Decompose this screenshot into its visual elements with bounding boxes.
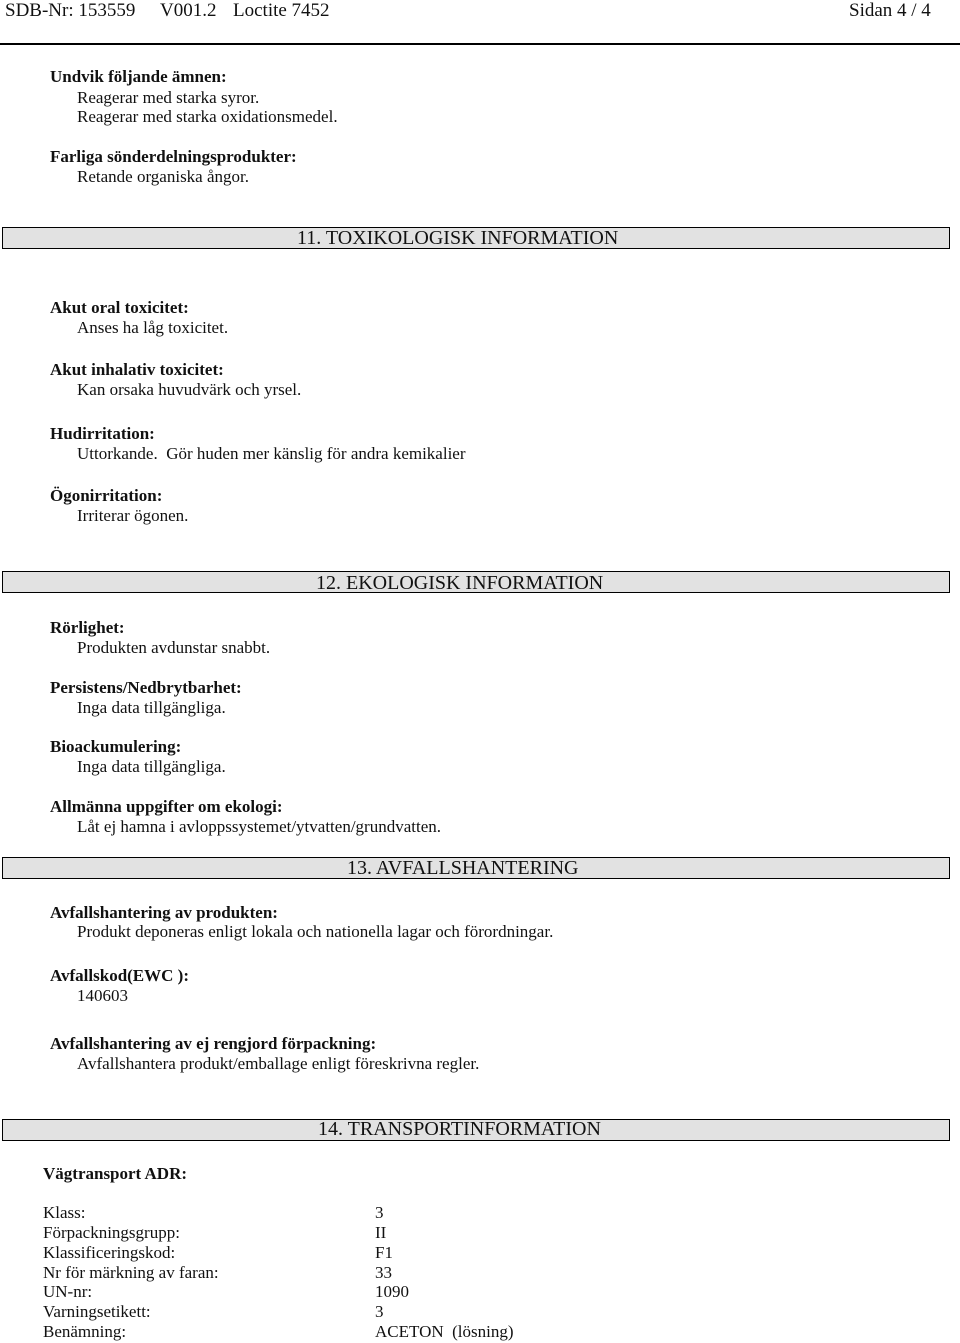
waste-product-label: Avfallshantering av produkten:: [50, 903, 278, 922]
waste-code-value: 140603: [77, 986, 128, 1005]
waste-packaging-label: Avfallshantering av ej rengjord förpackning:: [50, 1034, 377, 1053]
oral-tox-label: Akut oral toxicitet:: [50, 298, 189, 317]
decomp-value: Retande organiska ångor.: [77, 167, 250, 186]
header-rule: [0, 43, 960, 45]
transport-value-un-number: 1090: [375, 1282, 409, 1301]
mobility-label: Rörlighet:: [50, 618, 125, 637]
transport-key-packing-group: Förpackningsgrupp:: [43, 1223, 180, 1242]
skin-irr-label: Hudirritation:: [50, 424, 155, 443]
mobility-value: Produkten avdunstar snabbt.: [77, 638, 271, 657]
transport-value-packing-group: II: [375, 1223, 387, 1242]
page-number: Sidan 4 / 4: [849, 0, 931, 21]
transport-key-warning-label: Varningsetikett:: [43, 1302, 151, 1321]
oral-tox-value: Anses ha låg toxicitet.: [77, 318, 229, 337]
transport-key-class: Klass:: [43, 1203, 86, 1222]
persistence-label: Persistens/Nedbrytbarhet:: [50, 678, 242, 697]
doc-version: V001.2: [160, 0, 217, 21]
skin-irr-value: Uttorkande. Gör huden mer känslig för andra kemikalier: [77, 444, 466, 463]
bioaccum-label: Bioackumulering:: [50, 737, 182, 756]
eco-general-label: Allmänna uppgifter om ekologi:: [50, 797, 283, 816]
transport-key-hazard-number: Nr för märkning av faran:: [43, 1263, 219, 1282]
transport-key-un-number: UN-nr:: [43, 1282, 93, 1301]
avoid-line-1: Reagerar med starka syror.: [77, 88, 260, 107]
transport-value-warning-label: 3: [375, 1302, 384, 1321]
doc-number: SDB-Nr: 153559: [5, 0, 136, 21]
transport-value-class-code: F1: [375, 1243, 393, 1262]
transport-key-class-code: Klassificeringskod:: [43, 1243, 176, 1262]
eye-irr-value: Irriterar ögonen.: [77, 506, 189, 525]
waste-code-label: Avfallskod(EWC ):: [50, 966, 189, 985]
section-13-title: 13. AVFALLSHANTERING: [347, 857, 579, 879]
eco-general-value: Låt ej hamna i avloppssystemet/ytvatten/grundvatten.: [77, 817, 441, 836]
transport-value-designation: ACETON (lösning): [375, 1322, 514, 1341]
transport-value-hazard-number: 33: [375, 1263, 392, 1282]
transport-value-class: 3: [375, 1203, 384, 1222]
waste-product-value: Produkt deponeras enligt lokala och nationella lagar och förordningar.: [77, 922, 554, 941]
inhal-tox-label: Akut inhalativ toxicitet:: [50, 360, 224, 379]
waste-packaging-value: Avfallshantera produkt/emballage enligt föreskrivna regler.: [77, 1054, 480, 1073]
bioaccum-value: Inga data tillgängliga.: [77, 757, 226, 776]
decomp-label: Farliga sönderdelningsprodukter:: [50, 147, 297, 166]
persistence-value: Inga data tillgängliga.: [77, 698, 226, 717]
avoid-label: Undvik följande ämnen:: [50, 67, 227, 86]
section-14-title: 14. TRANSPORTINFORMATION: [318, 1118, 601, 1140]
section-12-title: 12. EKOLOGISK INFORMATION: [316, 572, 604, 594]
product-name: Loctite 7452: [233, 0, 330, 21]
inhal-tox-value: Kan orsaka huvudvärk och yrsel.: [77, 380, 302, 399]
section-11-title: 11. TOXIKOLOGISK INFORMATION: [297, 227, 619, 249]
avoid-line-2: Reagerar med starka oxidationsmedel.: [77, 107, 338, 126]
eye-irr-label: Ögonirritation:: [50, 486, 163, 505]
road-transport-label: Vägtransport ADR:: [43, 1164, 188, 1183]
transport-key-designation: Benämning:: [43, 1322, 127, 1341]
